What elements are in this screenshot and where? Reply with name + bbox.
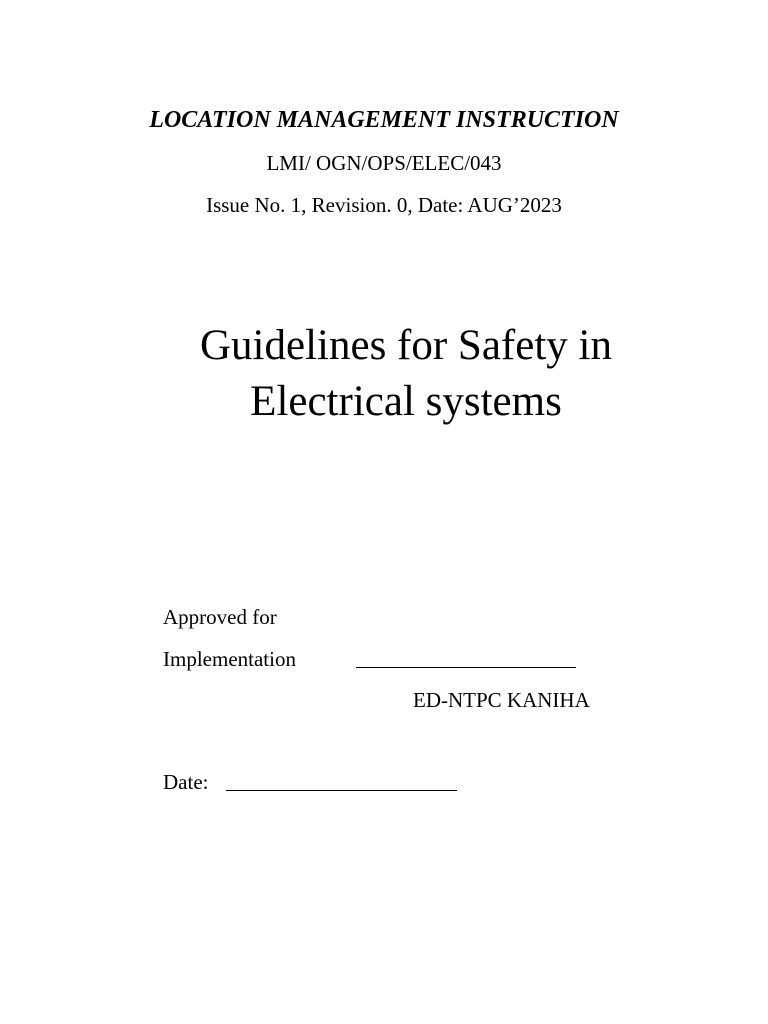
document-code: LMI/ OGN/OPS/ELEC/043 bbox=[266, 151, 502, 175]
date-label: Date: bbox=[163, 770, 209, 794]
document-title bbox=[100, 318, 712, 430]
issue-revision-date: Issue No. 1, Revision. 0, Date: AUG’2023 bbox=[206, 193, 562, 217]
header-title: LOCATION MANAGEMENT INSTRUCTION bbox=[149, 107, 619, 133]
approving-authority: ED-NTPC KANIHA bbox=[413, 688, 590, 712]
date-line bbox=[226, 790, 457, 791]
implementation-label: Implementation bbox=[163, 647, 296, 671]
document-title-line-1: Guidelines for Safety in bbox=[200, 322, 612, 369]
approved-for-label: Approved for bbox=[163, 605, 277, 629]
document-title-line-2: Electrical systems bbox=[250, 378, 562, 425]
signature-line bbox=[356, 667, 576, 668]
